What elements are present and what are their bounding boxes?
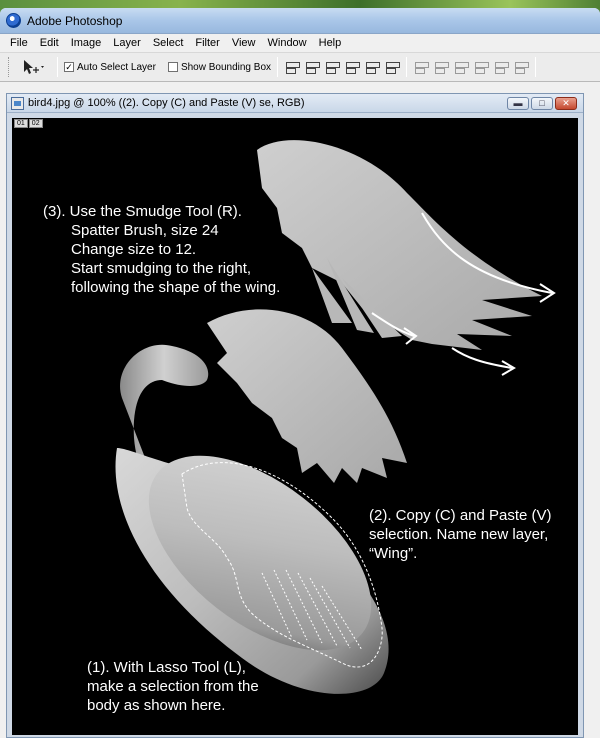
separator [406, 57, 407, 77]
document-titlebar[interactable] [7, 94, 583, 113]
menu-image[interactable]: Image [70, 37, 102, 49]
menu-filter[interactable]: Filter [195, 37, 220, 49]
align-vcenter-icon[interactable] [304, 60, 320, 74]
distribute-buttons [413, 60, 529, 74]
distribute-top-icon[interactable] [413, 60, 429, 74]
menu-file[interactable]: File [10, 37, 28, 49]
step-3-line: Spatter Brush, size 24 [71, 222, 219, 239]
app-title: Adobe Photoshop [27, 13, 123, 28]
menu-view[interactable]: View [231, 37, 256, 49]
distribute-vcenter-icon[interactable] [433, 60, 449, 74]
step-3-line: (3). Use the Smudge Tool (R). [43, 203, 242, 220]
step-1-instructions [87, 658, 259, 715]
move-tool-icon [21, 59, 47, 75]
document-title: bird4.jpg @ 100% ((2). Copy (C) and Paste (V) se, RGB) [28, 97, 305, 109]
step-3-line: Change size to 12. [71, 241, 197, 258]
distribute-bottom-icon[interactable] [453, 60, 469, 74]
auto-select-layer-label: Auto Select Layer [77, 61, 156, 73]
align-left-icon[interactable] [344, 60, 360, 74]
auto-select-layer-check-box[interactable]: ✓ [65, 62, 73, 72]
step-3-line: following the shape of the wing. [71, 279, 281, 296]
align-hcenter-icon[interactable] [364, 60, 380, 74]
step-1-line: body as shown here. [87, 697, 226, 714]
window-controls [507, 97, 577, 110]
image-canvas[interactable] [12, 118, 578, 735]
align-bottom-icon[interactable] [324, 60, 340, 74]
show-bounding-box-check-box[interactable] [168, 62, 178, 72]
distribute-left-icon[interactable] [473, 60, 489, 74]
app-titlebar[interactable] [0, 8, 600, 34]
menu-bar [0, 34, 600, 53]
auto-select-layer-checkbox[interactable] [64, 62, 156, 73]
align-right-icon[interactable] [384, 60, 400, 74]
copied-wing [207, 309, 407, 483]
distribute-right-icon[interactable] [513, 60, 529, 74]
minimize-button[interactable]: ▬ [507, 97, 529, 110]
options-grip[interactable] [8, 57, 11, 77]
distribute-hcenter-icon[interactable] [493, 60, 509, 74]
step-3-line: Start smudging to the right, [71, 260, 252, 277]
ruler-origin [14, 119, 43, 128]
move-tool-preset-button[interactable] [21, 57, 51, 77]
menu-help[interactable]: Help [318, 37, 342, 49]
menu-select[interactable]: Select [152, 37, 184, 49]
step-2-line: (2). Copy (C) and Paste (V) [369, 507, 552, 524]
step-2-line: selection. Name new layer, [369, 526, 549, 543]
close-button[interactable]: ✕ [555, 97, 577, 110]
ruler-tag-1: 01 [14, 119, 28, 128]
step-2-instructions [369, 506, 552, 563]
document-icon [11, 97, 24, 110]
menu-layer[interactable]: Layer [113, 37, 141, 49]
step-2-line: “Wing”. [369, 545, 418, 562]
document-window [6, 93, 584, 738]
step-1-line: make a selection from the [87, 678, 259, 695]
menu-edit[interactable]: Edit [39, 37, 59, 49]
tool-options-bar [0, 53, 600, 82]
maximize-button[interactable]: □ [531, 97, 553, 110]
show-bounding-box-checkbox[interactable] [168, 62, 271, 73]
separator [57, 57, 58, 77]
ruler-tag-2: 02 [29, 119, 43, 128]
align-top-icon[interactable] [284, 60, 300, 74]
align-buttons [284, 60, 400, 74]
photoshop-window [0, 8, 600, 738]
menu-window[interactable]: Window [267, 37, 307, 49]
photoshop-app-icon [6, 13, 21, 28]
step-3-instructions [43, 202, 280, 297]
step-1-line: (1). With Lasso Tool (L), [87, 659, 246, 676]
separator [535, 57, 536, 77]
separator [277, 57, 278, 77]
show-bounding-box-label: Show Bounding Box [180, 61, 272, 73]
